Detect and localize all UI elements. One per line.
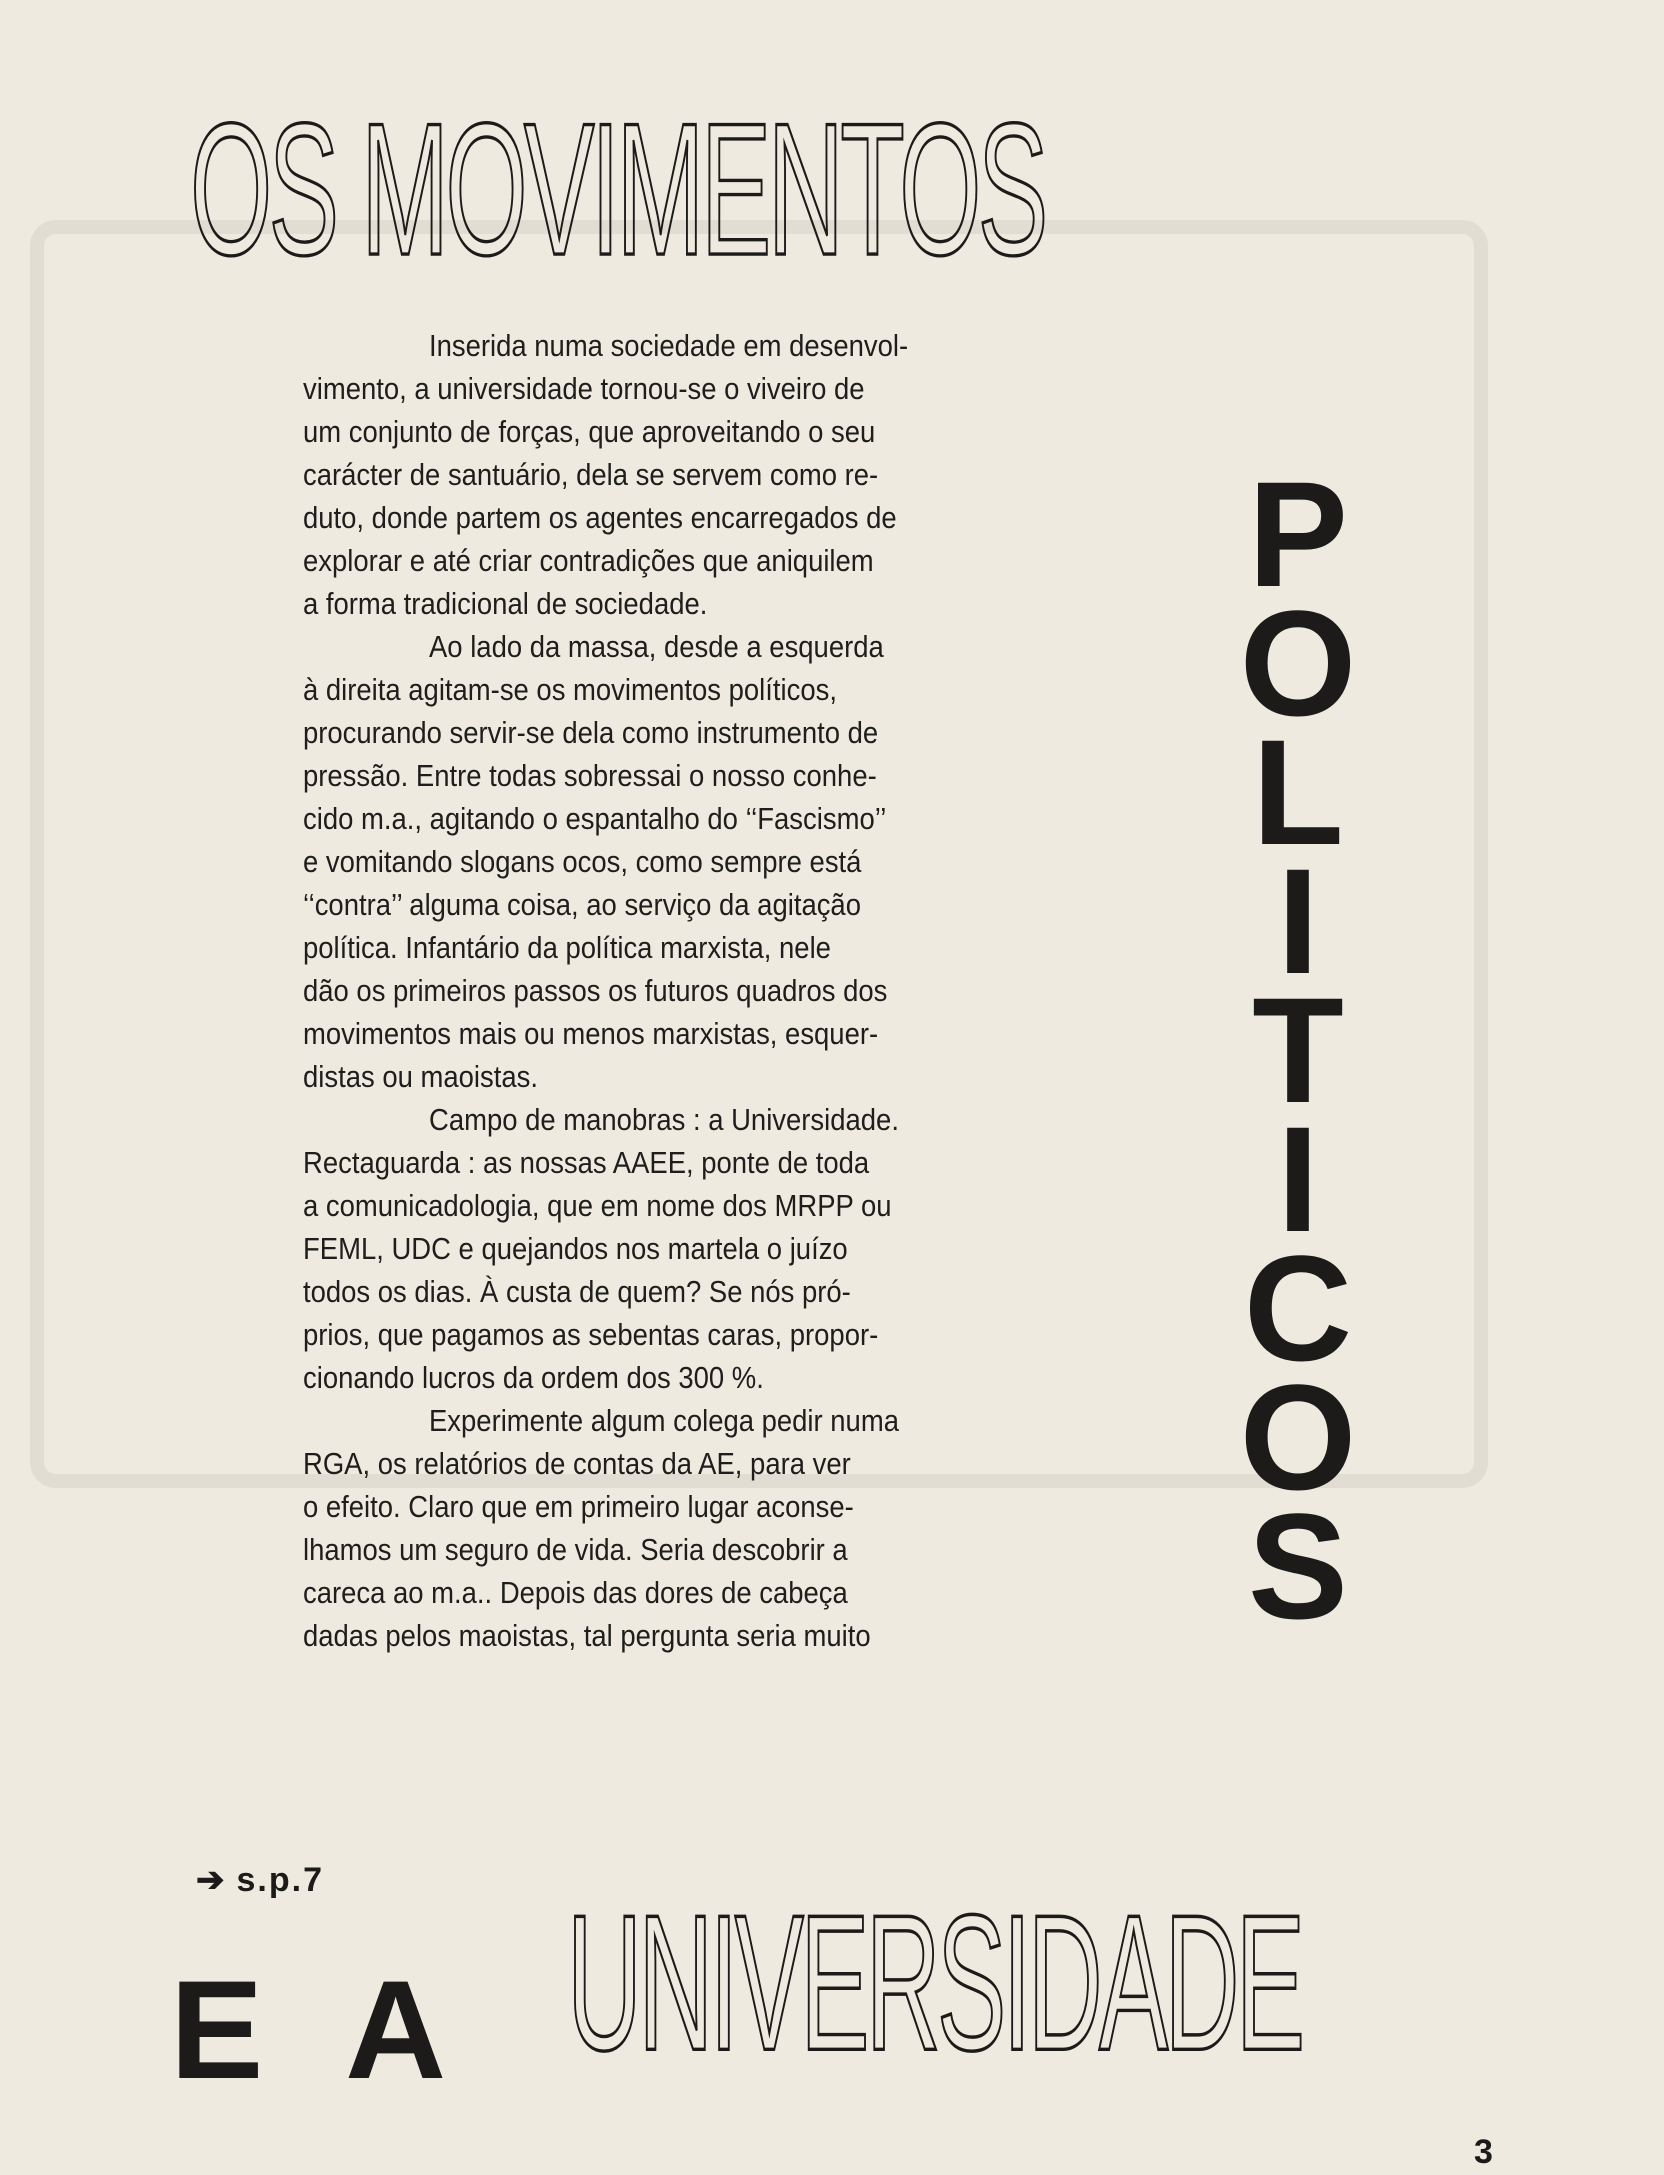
body-line: duto, donde partem os agentes encarregados de [303,501,897,535]
body-line: a forma tradicional de sociedade. [303,587,708,621]
page-number: 3 [1474,2133,1493,2171]
body-line: dão os primeiros passos os futuros quadros dos [303,974,888,1008]
body-line: e vomitando slogans ocos, como sempre está [303,845,862,879]
body-line: política. Infantário da política marxista, nele [303,931,831,965]
headline-vertical [1238,450,1358,1650]
body-line: FEML, UDC e quejandos nos martela o juízo [303,1232,848,1266]
body-line: cionando lucros da ordem dos 300 %. [303,1361,764,1395]
vertical-letter: S [1247,1482,1349,1650]
headline-bottom-right: UNIVERSIDADE [567,1874,1302,2091]
body-line: Ao lado da massa, desde a esquerda [429,630,884,664]
body-line: a comunicadologia, que em nome dos MRPP ou [303,1189,892,1223]
headline-top: OS MOVIMENTOS [190,83,1045,295]
vertical-letter: I [1277,837,1319,1005]
body-line: todos os dias. À custa de quem? Se nós pró- [303,1275,851,1309]
body-line: dadas pelos maoistas, tal pergunta seria muito [303,1619,871,1653]
continuation-label: s.p.7 [236,1861,324,1899]
vertical-letter: P [1247,450,1349,618]
continuation-reference [196,1860,324,1900]
body-line: ‘‘contra’’ alguma coisa, ao serviço da agitação [303,888,861,922]
body-line: Inserida numa sociedade em desenvol- [429,329,909,363]
body-line: Experimente algum colega pedir numa [429,1404,899,1438]
body-line: cido m.a., agitando o espantalho do ‘‘Fascismo’’ [303,802,887,836]
body-line: careca ao m.a.. Depois das dores de cabeça [303,1576,848,1610]
body-line: um conjunto de forças, que aproveitando o seu [303,415,876,449]
vertical-letter: T [1252,966,1344,1134]
body-line: lhamos um seguro de vida. Seria descobrir a [303,1533,848,1567]
body-line: carácter de santuário, dela se servem como re- [303,458,879,492]
body-line: RGA, os relatórios de contas da AE, para ver [303,1447,851,1481]
vertical-letter: L [1252,708,1344,876]
body-line: à direita agitam-se os movimentos políticos, [303,673,837,707]
vertical-letter: I [1277,1095,1319,1263]
body-line: vimento, a universidade tornou-se o viveiro de [303,372,865,406]
body-line: distas ou maoistas. [303,1060,538,1094]
body-line: o efeito. Claro que em primeiro lugar aconse- [303,1490,854,1524]
body-line: movimentos mais ou menos marxistas, esquer- [303,1017,879,1051]
vertical-letter: C [1243,1224,1353,1392]
arrow-right-icon: ➔ [196,1861,227,1899]
body-line: procurando servir-se dela como instrumento de [303,716,879,750]
headline-bottom-left: E A [170,1951,471,2108]
article-body [303,325,957,1658]
body-line: explorar e até criar contradições que aniquilem [303,544,874,578]
vertical-letter: O [1239,1353,1357,1521]
body-line: Rectaguarda : as nossas AAEE, ponte de toda [303,1146,870,1180]
body-line: prios, que pagamos as sebentas caras, propor- [303,1318,879,1352]
vertical-letter: O [1239,579,1357,747]
body-line: pressão. Entre todas sobressai o nosso conhe- [303,759,877,793]
body-line: Campo de manobras : a Universidade. [429,1103,899,1137]
